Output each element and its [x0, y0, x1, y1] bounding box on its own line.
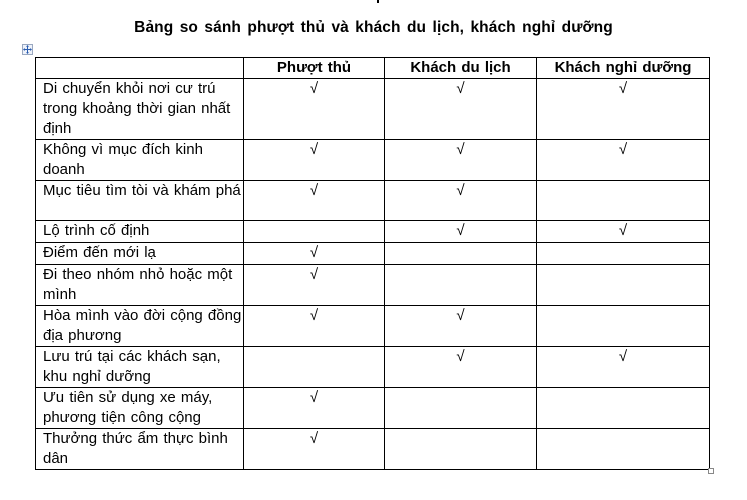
criterion-cell[interactable]: Lộ trình cố định: [36, 221, 244, 243]
criterion-cell[interactable]: Điểm đến mới lạ: [36, 243, 244, 265]
check-cell-phuot-thu[interactable]: √: [244, 306, 385, 347]
check-cell-khach-du-lich[interactable]: [385, 429, 537, 470]
table-row: [36, 79, 710, 140]
table-row: [36, 243, 710, 265]
check-cell-khach-du-lich[interactable]: [385, 388, 537, 429]
table-move-handle[interactable]: [22, 44, 33, 55]
table-row: [36, 388, 710, 429]
check-cell-khach-du-lich[interactable]: √: [385, 181, 537, 221]
move-icon: [23, 45, 32, 54]
table-row: [36, 140, 710, 181]
check-cell-phuot-thu[interactable]: √: [244, 79, 385, 140]
table-row: [36, 306, 710, 347]
check-cell-khach-nghi-duong[interactable]: [537, 306, 710, 347]
check-cell-phuot-thu[interactable]: √: [244, 181, 385, 221]
check-cell-khach-du-lich[interactable]: √: [385, 221, 537, 243]
check-cell-khach-nghi-duong[interactable]: √: [537, 221, 710, 243]
check-cell-khach-du-lich[interactable]: √: [385, 79, 537, 140]
table-row: [36, 221, 710, 243]
text-cursor-mark: [377, 0, 379, 3]
criterion-cell[interactable]: Di chuyển khỏi nơi cư trú trong khoảng thời gian nhất định: [36, 79, 244, 140]
check-cell-khach-du-lich[interactable]: [385, 265, 537, 306]
check-cell-khach-nghi-duong[interactable]: [537, 243, 710, 265]
check-cell-khach-nghi-duong[interactable]: [537, 388, 710, 429]
table-row: [36, 265, 710, 306]
criterion-cell[interactable]: Không vì mục đích kinh doanh: [36, 140, 244, 181]
criterion-cell[interactable]: Ưu tiên sử dụng xe máy, phương tiện công cộng: [36, 388, 244, 429]
document-title: Bảng so sánh phượt thủ và khách du lịch, khách nghỉ dưỡng: [134, 19, 613, 36]
criterion-cell[interactable]: Lưu trú tại các khách sạn, khu nghỉ dưỡng: [36, 347, 244, 388]
check-cell-khach-nghi-duong[interactable]: √: [537, 79, 710, 140]
check-cell-khach-du-lich[interactable]: √: [385, 306, 537, 347]
check-cell-khach-nghi-duong[interactable]: √: [537, 347, 710, 388]
check-cell-khach-nghi-duong[interactable]: [537, 265, 710, 306]
check-cell-phuot-thu[interactable]: √: [244, 429, 385, 470]
check-cell-phuot-thu[interactable]: √: [244, 140, 385, 181]
check-cell-phuot-thu[interactable]: √: [244, 388, 385, 429]
criterion-cell[interactable]: Hòa mình vào đời cộng đồng địa phương: [36, 306, 244, 347]
header-cell-phuot-thu[interactable]: Phượt thủ: [244, 58, 385, 79]
criterion-cell[interactable]: Thưởng thức ẩm thực bình dân: [36, 429, 244, 470]
check-cell-phuot-thu[interactable]: [244, 347, 385, 388]
table-resize-handle[interactable]: [708, 468, 714, 474]
check-cell-khach-nghi-duong[interactable]: [537, 429, 710, 470]
check-cell-khach-nghi-duong[interactable]: [537, 181, 710, 221]
check-cell-phuot-thu[interactable]: [244, 221, 385, 243]
table-row: [36, 429, 710, 470]
check-cell-khach-du-lich[interactable]: √: [385, 347, 537, 388]
table-row: [36, 181, 710, 221]
check-cell-phuot-thu[interactable]: √: [244, 265, 385, 306]
check-cell-khach-du-lich[interactable]: [385, 243, 537, 265]
header-cell-empty[interactable]: [36, 58, 244, 79]
criterion-cell[interactable]: Đi theo nhóm nhỏ hoặc một mình: [36, 265, 244, 306]
comparison-table: [35, 57, 710, 470]
header-cell-khach-du-lich[interactable]: Khách du lịch: [385, 58, 537, 79]
table-header-row: [36, 58, 710, 79]
header-cell-khach-nghi-duong[interactable]: Khách nghỉ dưỡng: [537, 58, 710, 79]
check-cell-khach-du-lich[interactable]: √: [385, 140, 537, 181]
check-cell-phuot-thu[interactable]: √: [244, 243, 385, 265]
criterion-cell[interactable]: Mục tiêu tìm tòi và khám phá: [36, 181, 244, 221]
check-cell-khach-nghi-duong[interactable]: √: [537, 140, 710, 181]
table-row: [36, 347, 710, 388]
